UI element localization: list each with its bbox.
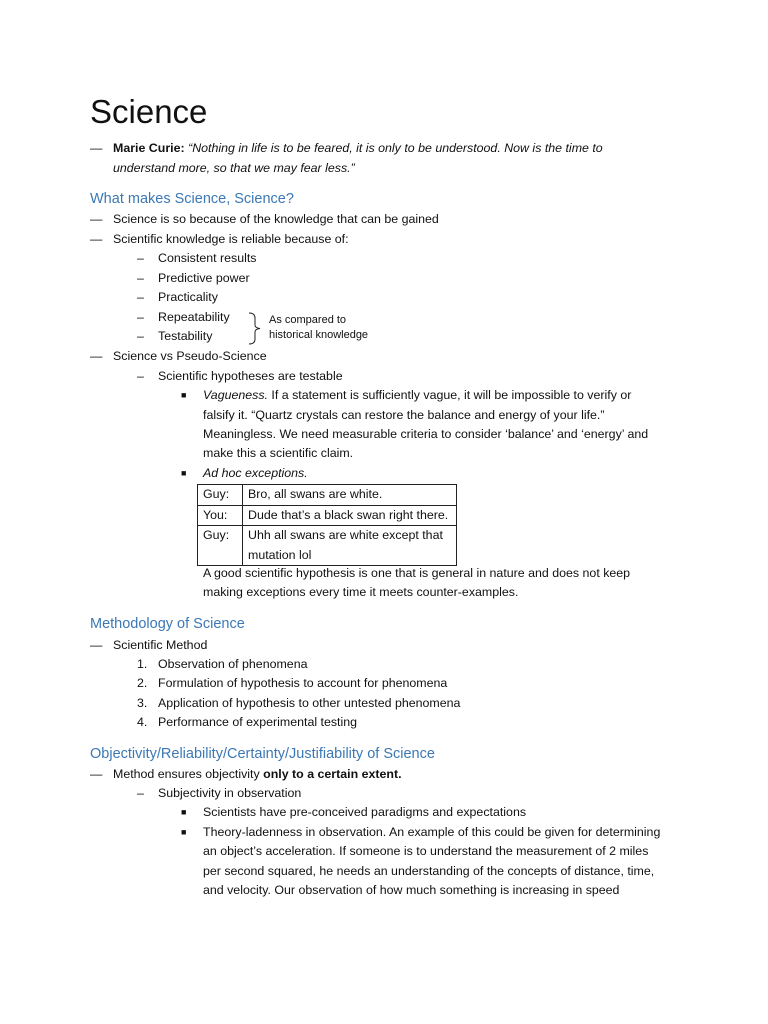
step-number: 3. (137, 696, 148, 710)
s3-point-1a: Method ensures objectivity (113, 767, 260, 781)
s3-sub-subjectivity: Subjectivity in observation (158, 786, 302, 800)
s1-point-2: Scientific knowledge is reliable because of: (113, 232, 349, 246)
en-dash-marker: – (137, 310, 144, 324)
en-dash-marker: – (137, 369, 144, 383)
reason-item: Repeatability (158, 310, 230, 324)
dialog-speaker: Guy: (198, 526, 243, 566)
en-dash-marker: – (137, 290, 144, 304)
dash-marker: — (90, 349, 103, 363)
vagueness-line-1 (203, 386, 631, 406)
dash-marker: — (90, 212, 103, 226)
s3-bullet-2-line-3: per second squared, he needs an understanding of the concepts of distance, time, (203, 864, 655, 878)
adhoc-label (203, 464, 308, 484)
dash-marker: — (90, 767, 103, 781)
table-row (198, 526, 457, 566)
dialog-text: Uhh all swans are white except that mutation lol (243, 526, 457, 566)
s1-point-1: Science is so because of the knowledge that can be gained (113, 212, 439, 226)
conclusion-line-2: making exceptions every time it meets counter-examples. (203, 585, 519, 599)
section-heading-methodology: Methodology of Science (90, 616, 245, 632)
step-number: 2. (137, 676, 148, 690)
dash-marker: — (90, 232, 103, 246)
bullet-square-icon: ■ (181, 827, 187, 837)
section-heading-what-makes-science: What makes Science, Science? (90, 191, 294, 207)
quote-author: Marie Curie: (113, 141, 185, 155)
en-dash-marker: – (137, 271, 144, 285)
adhoc-label-text: Ad hoc exceptions. (203, 466, 308, 480)
quote-line-1 (113, 139, 603, 159)
s3-bullet-2-line-2: an object’s acceleration. If someone is to understand the measurement of 2 miles (203, 844, 649, 858)
dialog-text: Dude that’s a black swan right there. (243, 505, 457, 526)
bullet-square-icon: ■ (181, 468, 187, 478)
dash-marker: — (90, 638, 103, 652)
en-dash-marker: – (137, 251, 144, 265)
table-row (198, 485, 457, 506)
step-number: 1. (137, 657, 148, 671)
reason-item: Testability (158, 329, 213, 343)
quote-text-2: understand more, so that we may fear less.” (113, 161, 355, 175)
quote-line-2 (113, 159, 355, 179)
vagueness-line-3: Meaningless. We need measurable criteria to consider ‘balance’ and ‘energy’ and (203, 427, 649, 441)
reason-item: Practicality (158, 290, 218, 304)
vagueness-line-2: falsify it. “Quartz crystals can restore the balance and energy of your life.” (203, 408, 605, 422)
conclusion-line-1: A good scientific hypothesis is one that is general in nature and does not keep (203, 566, 631, 580)
reason-item: Predictive power (158, 271, 250, 285)
right-brace-icon (248, 312, 262, 345)
swan-dialog-table (197, 484, 457, 566)
method-step: Observation of phenomena (158, 657, 308, 671)
method-step: Performance of experimental testing (158, 715, 358, 729)
method-step: Application of hypothesis to other untested phenomena (158, 696, 461, 710)
page-title: Science (90, 93, 208, 130)
dialog-text: Bro, all swans are white. (243, 485, 457, 506)
vagueness-label: Vagueness. (203, 388, 268, 402)
s3-bullet-2-line-4: and velocity. Our observation of how much something is increasing in speed (203, 883, 620, 897)
en-dash-marker: – (137, 786, 144, 800)
vagueness-line-4: make this a scientific claim. (203, 446, 354, 460)
s3-point-1b: only to a certain extent. (259, 767, 402, 781)
brace-note-line-1: As compared to (269, 314, 347, 326)
bullet-square-icon: ■ (181, 390, 187, 400)
method-step: Formulation of hypothesis to account for phenomena (158, 676, 448, 690)
s1-sub-testable: Scientific hypotheses are testable (158, 369, 343, 383)
brace-note-line-2: historical knowledge (269, 329, 369, 341)
s3-bullet-2-line-1: Theory-ladenness in observation. An example of this could be given for determining (203, 825, 661, 839)
s3-bullet-1: Scientists have pre-conceived paradigms and expectations (203, 805, 527, 819)
s3-point-1 (113, 765, 402, 785)
en-dash-marker: – (137, 329, 144, 343)
dialog-speaker: Guy: (198, 485, 243, 506)
reason-item: Consistent results (158, 251, 257, 265)
quote-text-1: “Nothing in life is to be feared, it is only to be understood. Now is the time to (188, 141, 603, 155)
quote-dash: — (90, 141, 103, 155)
s2-point-1: Scientific Method (113, 638, 208, 652)
dialog-speaker: You: (198, 505, 243, 526)
vagueness-text-1: If a statement is sufficiently vague, it will be impossible to verify or (267, 388, 632, 402)
s1-point-3: Science vs Pseudo-Science (113, 349, 267, 363)
section-heading-objectivity: Objectivity/Reliability/Certainty/Justifiability of Science (90, 746, 435, 762)
table-row (198, 505, 457, 526)
step-number: 4. (137, 715, 148, 729)
bullet-square-icon: ■ (181, 807, 187, 817)
